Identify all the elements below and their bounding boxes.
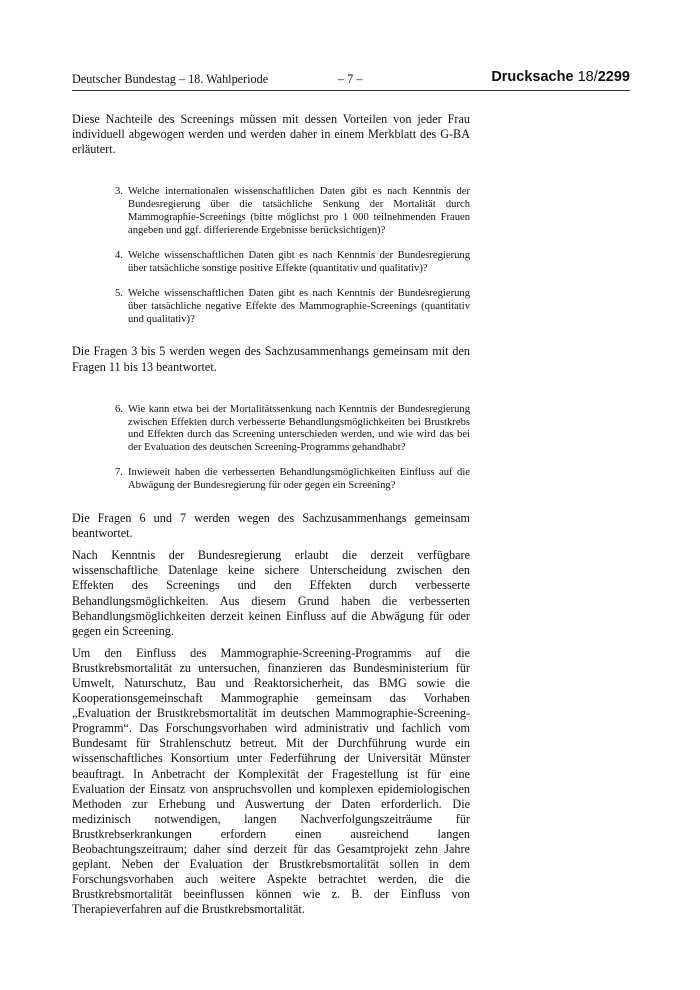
answer-paragraph-1: Diese Nachteile des Screenings müssen mit dessen Vorteilen von jeder Frau individuell abgewogen werden und werden daher in einem Merkblatt des G-BA erläutert. [72, 112, 470, 157]
question-list-6-7 [72, 404, 470, 493]
page-header [72, 70, 630, 91]
question-item [72, 467, 470, 493]
header-publisher: Deutscher Bundestag – 18. Wahlperiode [72, 72, 269, 86]
question-text: Welche wissenschaftlichen Daten gibt es nach Kenntnis der Bundesregierung über tatsächliche negative Effekte des Mammographie-Screenings (quantitativ und qualitativ)? [128, 287, 470, 325]
question-list-3-5 [72, 186, 470, 326]
question-number: 3. [115, 186, 123, 198]
question-item [72, 404, 470, 456]
question-item [72, 288, 470, 327]
answer-paragraph-5: Um den Einfluss des Mammographie-Screening-Programms auf die Brustkrebsmortalität zu untersuchen, finanzieren das Bundesministerium für Umwelt, Naturschutz, Bau und Reaktorsicherheit, das BMG sowie die Kooperationsgemeinschaft Mammographie gemeinsam das Vorhaben „Evaluation der Brustkrebsmortalität im deutschen Mammographie-Screening-Programm“. Das Forschungsvorhaben wird administrativ und fachlich vom Bundesamt für Strahlenschutz betreut. Mit der Durchführung wurde ein wissenschaftliches Konsortium unter Federführung der Universität Münster beauftragt. In Anbetracht der Komplexität der Fragestellung ist für eine Evaluation der Einsatz von anspruchsvollen und komplexen epidemiologischen Methoden zur Erhebung und Auswertung der Daten erforderlich. Die medizinisch notwendigen, langen Nachverfolgungszeiträume für Brustkrebserkrankungen erfordern einen ausreichend langen Beobachtungszeitraum; daher sind derzeit für das Gesamtprojekt zehn Jahre geplant. Neben der Evaluation der Brustkrebsmortalität sollen in dem Forschungsvorhaben auch weitere Aspekte betrachtet werden, die die Brustkrebsmortalität beeinflussen können wie z. B. der Einfluss von Therapieverfahren auf die Brustkrebsmortalität. [72, 645, 470, 917]
question-text: Inwieweit haben die verbesserten Behandlungsmöglichkeiten Einfluss auf die Abwägung der Bundesregierung für oder gegen ein Screening? [128, 467, 470, 492]
question-item [72, 250, 470, 276]
question-number: 4. [115, 249, 123, 261]
question-item [72, 186, 470, 238]
header-drucksache-label: Drucksache [491, 69, 574, 85]
answer-paragraph-4: Nach Kenntnis der Bundesregierung erlaubt die derzeit verfügbare wissenschaftliche Datenlage keine sichere Unterscheidung zwischen den Effekten des Screenings und den Effekten durch verbesserte Behandlungsmöglichkeiten. Aus diesem Grund haben die verbesserten Behandlungsmöglichkeiten derzeit keinen Einfluss auf die Abwägung für oder gegen ein Screening. [72, 548, 470, 638]
question-number: 5. [115, 287, 123, 299]
header-number: 2299 [597, 69, 630, 85]
header-page-number: – 7 – [338, 72, 363, 86]
question-text: Wie kann etwa bei der Mortalitätssenkung nach Kenntnis der Bundesregierung zwischen Effekten durch verbesserte Behandlungsmöglichkeiten bei Brustkrebs und Effekten durch das Screening unterschieden werden, und wie wird das bei der Evaluation des deutschen Screening-Programms gehandhabt? [128, 403, 470, 454]
header-document-number [491, 69, 630, 85]
document-body [72, 112, 470, 925]
header-period: 18/ [577, 69, 598, 85]
answer-paragraph-3: Die Fragen 6 und 7 werden wegen des Sachzusammenhangs gemeinsam beantwortet. [72, 511, 470, 541]
question-number: 6. [115, 403, 123, 415]
question-text: Welche wissenschaftlichen Daten gibt es nach Kenntnis der Bundesregierung über tatsächliche sonstige positive Effekte (quantitativ und qualitativ)? [128, 249, 470, 274]
answer-paragraph-2: Die Fragen 3 bis 5 werden wegen des Sachzusammenhangs gemeinsam mit den Fragen 11 bis 13 beantwortet. [72, 344, 470, 374]
question-number: 7. [115, 467, 123, 479]
question-text: Welche internationalen wissenschaftlichen Daten gibt es nach Kenntnis der Bundesregierung über die tatsächliche Senkung der Mortalität durch Mammographie-Screenings (bitte möglichst pro 1 000 teilnehmenden Frauen angeben und ggf. differierende Ergebnisse berücksichtigen)? [128, 186, 470, 236]
